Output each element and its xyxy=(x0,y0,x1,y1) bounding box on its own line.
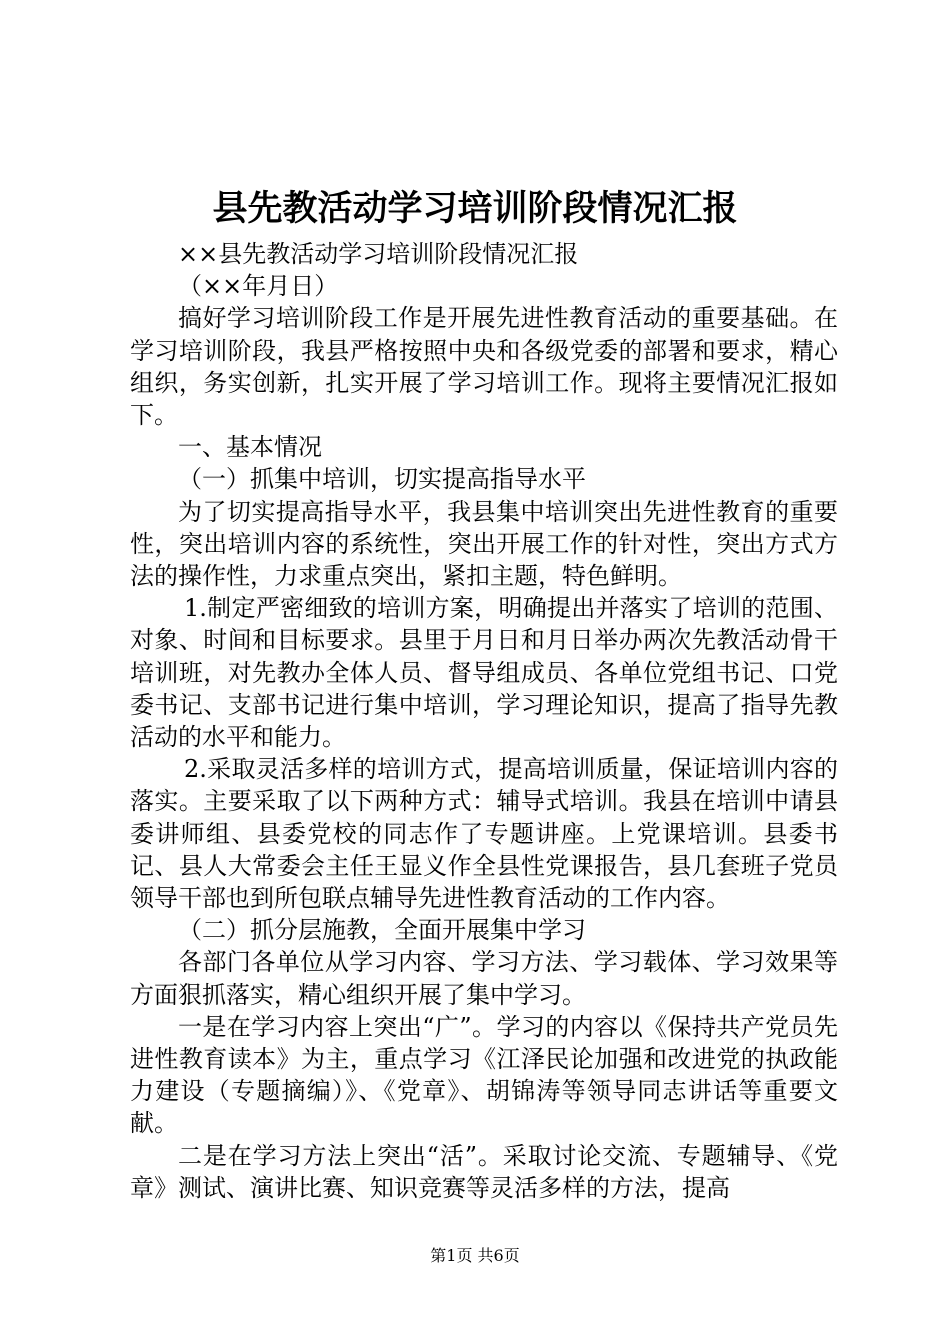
numbered-paragraph: 1.制定严密细致的培训方案，明确提出并落实了培训的范围、对象、时间和目标要求。县里于月日和月日举办两次先教活动骨干培训班，对先教办全体人员、督导组成员、各单位党组书记、口党委书记、支部书记进行集中培训，学习理论知识，提高了指导先教活动的水平和能力。 xyxy=(130,594,838,752)
numbered-paragraph: 2.采取灵活多样的培训方式，提高培训质量，保证培训内容的落实。主要采取了以下两种方式：辅导式培训。我县在培训中请县委讲师组、县委党校的同志作了专题讲座。上党课培训。县委书记、县人大常委会主任王显义作全县性党课报告，县几套班子党员领导干部也到所包联点辅导先进性教育活动的工作内容。 xyxy=(130,755,838,913)
body-paragraph: 二是在学习方法上突出“活”。采取讨论交流、专题辅导、《党章》测试、演讲比赛、知识竞赛等灵活多样的方法，提高 xyxy=(130,1141,838,1202)
subsection-heading: （一）抓集中培训，切实提高指导水平 xyxy=(178,465,586,494)
body-paragraph: 各部门各单位从学习内容、学习方法、学习载体、学习效果等方面狠抓落实，精心组织开展了集中学习。 xyxy=(130,948,838,1009)
document-title: 县先教活动学习培训阶段情况汇报 xyxy=(212,188,738,229)
subsection-heading: （二）抓分层施教，全面开展集中学习 xyxy=(178,916,586,945)
body-paragraph: 一是在学习内容上突出“广”。学习的内容以《保持共产党员先进性教育读本》为主，重点学习《江泽民论加强和改进党的执政能力建设（专题摘编）》、《党章》、胡锦涛等领导同志讲话等重要文献。 xyxy=(130,1012,838,1138)
document-body xyxy=(130,238,838,1204)
date-paragraph: （××年月日） xyxy=(178,272,339,301)
body-paragraph: 为了切实提高指导水平，我县集中培训突出先进性教育的重要性，突出培训内容的系统性，突出开展工作的针对性，突出方式方法的操作性，力求重点突出，紧扣主题，特色鲜明。 xyxy=(130,497,838,591)
section-heading: 一、基本情况 xyxy=(178,433,322,462)
page-footer: 第1页 共6页 xyxy=(430,1246,520,1265)
subtitle-paragraph: ××县先教活动学习培训阶段情况汇报 xyxy=(178,240,579,268)
intro-paragraph: 搞好学习培训阶段工作是开展先进性教育活动的重要基础。在学习培训阶段，我县严格按照中央和各级党委的部署和要求，精心组织，务实创新，扎实开展了学习培训工作。现将主要情况汇报如下。 xyxy=(130,304,838,430)
